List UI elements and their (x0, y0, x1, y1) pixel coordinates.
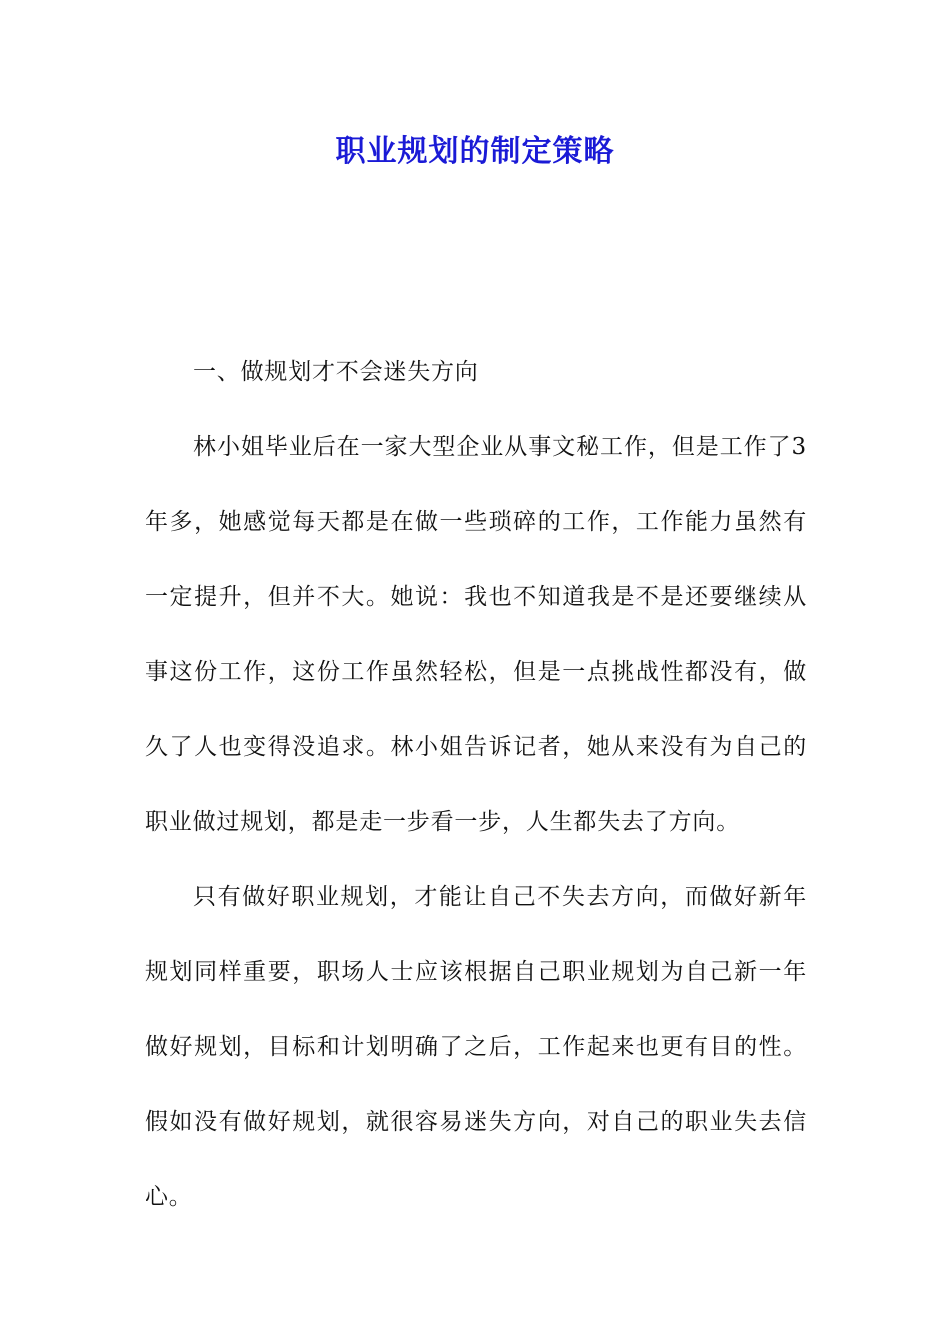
section-heading: 一、做规划才不会迷失方向 (193, 359, 479, 385)
document-body (145, 335, 807, 1235)
paragraph-1: 林小姐毕业后在一家大型企业从事文秘工作，但是工作了3年多，她感觉每天都是在做一些琐碎的工作，工作能力虽然有一定提升，但并不大。她说：我也不知道我是不是还要继续从事这份工作，这份工作虽然轻松，但是一点挑战性都没有，做久了人也变得没追求。林小姐告诉记者，她从来没有为自己的职业做过规划，都是走一步看一步，人生都失去了方向。 (145, 434, 807, 835)
document-title: 职业规划的制定策略 (335, 134, 615, 169)
paragraph-2: 只有做好职业规划，才能让自己不失去方向，而做好新年规划同样重要，职场人士应该根据自己职业规划为自己新一年做好规划，目标和计划明确了之后，工作起来也更有目的性。假如没有做好规划，就很容易迷失方向，对自己的职业失去信心。 (145, 884, 807, 1210)
